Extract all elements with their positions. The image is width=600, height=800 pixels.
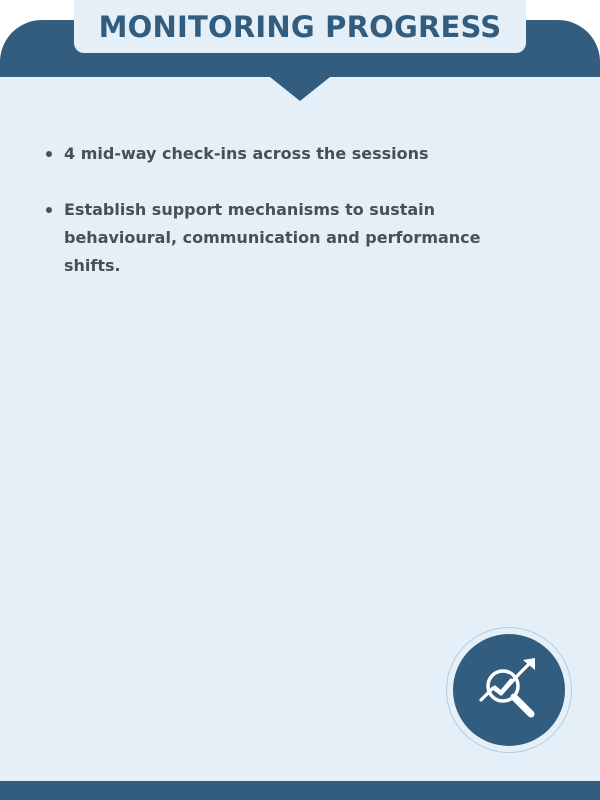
bullet-text: Establish support mechanisms to sustain behavioural, communication and performance shifts. [64,200,481,275]
bullet-dot [46,151,52,157]
icon-circle [453,634,565,746]
list-item [46,140,486,168]
list-item [46,196,486,280]
header-pointer [270,77,330,101]
bullet-dot [46,207,52,213]
magnifier-trend-icon [473,654,545,726]
bullet-text: 4 mid-way check-ins across the sessions [64,144,429,163]
bullet-list [46,140,486,308]
title-box [74,0,526,53]
icon-badge [446,627,572,753]
page-title: MONITORING PROGRESS [98,9,502,44]
footer-band [0,781,600,800]
